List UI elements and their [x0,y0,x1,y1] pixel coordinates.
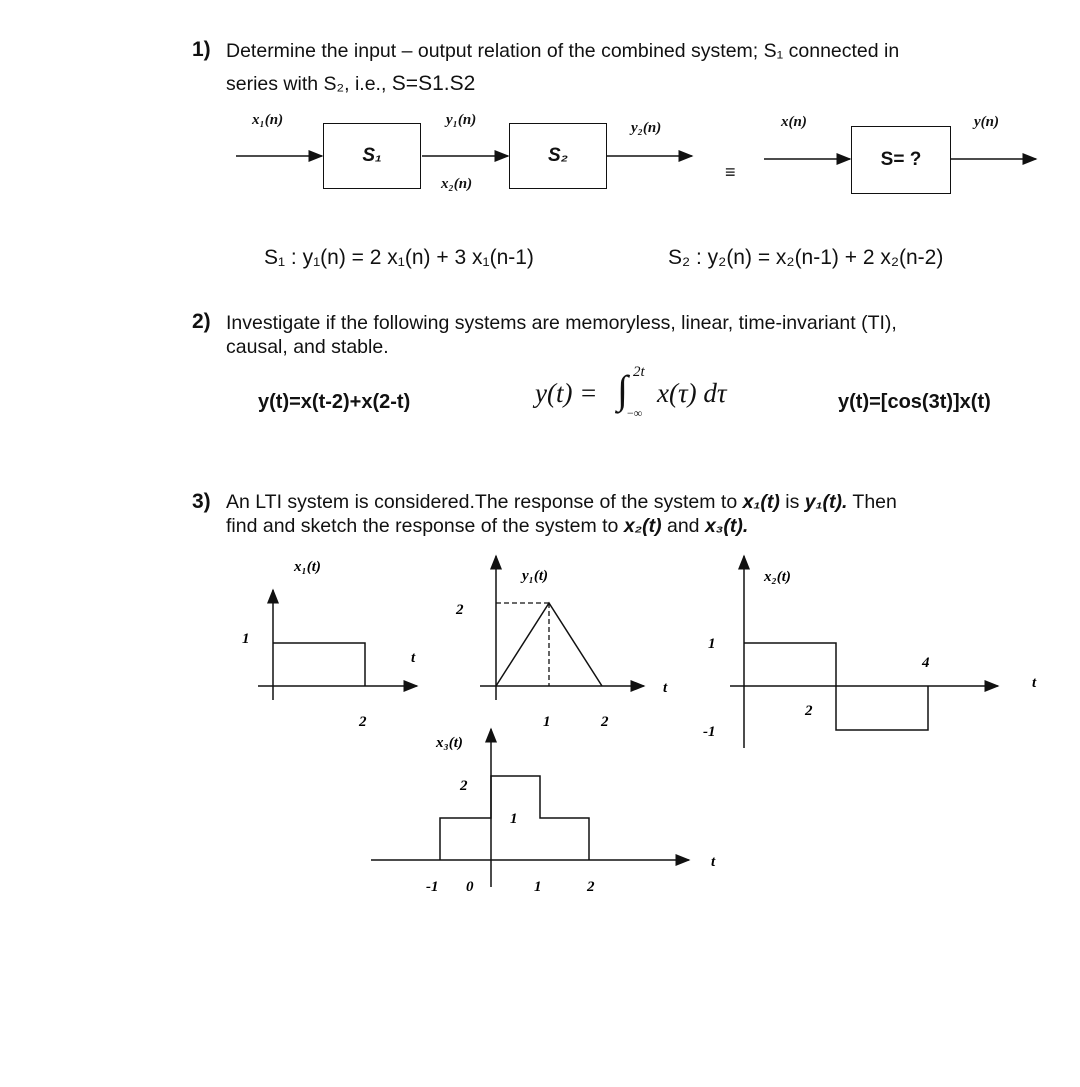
q3-line2-a: find and sketch the response of the system to [226,515,624,537]
label-y1n: y₁(n) [446,112,477,128]
plot-x2 [703,556,1037,748]
x1-t-label: t [411,650,416,666]
x1-title: x₁(t) [294,559,321,575]
x2-tick-2: 2 [805,703,813,719]
x2-t-label: t [1032,675,1037,691]
x3-level-1: 1 [510,811,518,827]
equivalence-symbol: ≡ [725,162,736,182]
y1-tick-1: 1 [543,714,551,730]
x2-pos-label: 1 [708,636,716,652]
label-x2n: x₂(n) [441,176,473,192]
block-s2: S₂ [509,123,607,189]
q2-sys2-lhs: y(t) = [535,378,598,408]
q1-line1: Determine the input – output relation of the combined system; S₁ connected in [226,40,900,62]
y1-tick-2: 2 [601,714,609,730]
x3-t-label: t [711,854,716,870]
q2-sys2-lower-limit: −∞ [627,406,643,420]
q3-line1-y1: y₁(t). [804,491,848,513]
q3-number: 3) [192,490,211,513]
x1-tick-2: 2 [359,714,367,730]
q1-line2-emph: S=S1.S2 [391,72,476,95]
q3-line1-b: is [779,491,805,513]
y1-level-label: 2 [456,602,464,618]
label-xn: x(n) [781,114,807,130]
x3-tick-1: 1 [534,879,542,895]
q3-line1-c: Then [847,491,897,513]
integral-sign: ∫ [617,367,628,412]
x1-pulse [273,643,365,686]
x3-level-2: 2 [460,778,468,794]
y1-title: y₁(t) [522,568,549,584]
q3-line2-x3: x₃(t). [704,515,749,537]
label-x1n: x₁(n) [252,112,284,128]
x3-tick-2: 2 [587,879,595,895]
x1-level-label: 1 [242,631,250,647]
q1-number: 1) [192,38,211,61]
label-y2n: y₂(n) [631,120,662,136]
q1-eq-s2: S₂ : y₂(n) = x₂(n-1) + 2 x₂(n-2) [668,246,944,269]
x2-neg-label: -1 [703,724,716,740]
q2-system3: y(t)=[cos(3t)]x(t) [838,391,991,413]
label-yn: y(n) [974,114,999,130]
q2-sys2-rhs: x(τ) dτ [657,378,727,408]
plot-x1 [242,559,417,730]
block-s-unknown: S= ? [851,126,951,194]
q2-number: 2) [192,310,211,333]
q3-line1-x1: x₁(t) [742,491,780,513]
block-s1: S₁ [323,123,421,189]
q2-sys2-upper-limit: 2t [633,364,645,380]
x3-tick-minus1: -1 [426,879,439,895]
q3-line2-b: and [661,515,705,537]
x3-title: x₃(t) [436,735,463,751]
q1-line2-prefix: series with S₂, i.e., [226,73,392,95]
plot-y1 [455,556,668,730]
x2-title: x₂(t) [764,569,791,585]
q2-line2: causal, and stable. [226,336,389,358]
q2-line1: Investigate if the following systems are memoryless, linear, time-invariant (TI), [226,312,897,334]
q1-eq-s1: S₁ : y₁(n) = 2 x₁(n) + 3 x₁(n-1) [264,246,534,269]
q2-system1: y(t)=x(t-2)+x(2-t) [258,391,411,413]
x3-tick-0: 0 [466,879,474,895]
q3-line2-x2: x₂(t) [623,515,662,537]
plot-x3 [371,729,716,895]
q3-line1-a: An LTI system is considered.The response of the system to [226,491,743,513]
y1-t-label: t [663,680,668,696]
x2-tick-4: 4 [922,655,930,671]
